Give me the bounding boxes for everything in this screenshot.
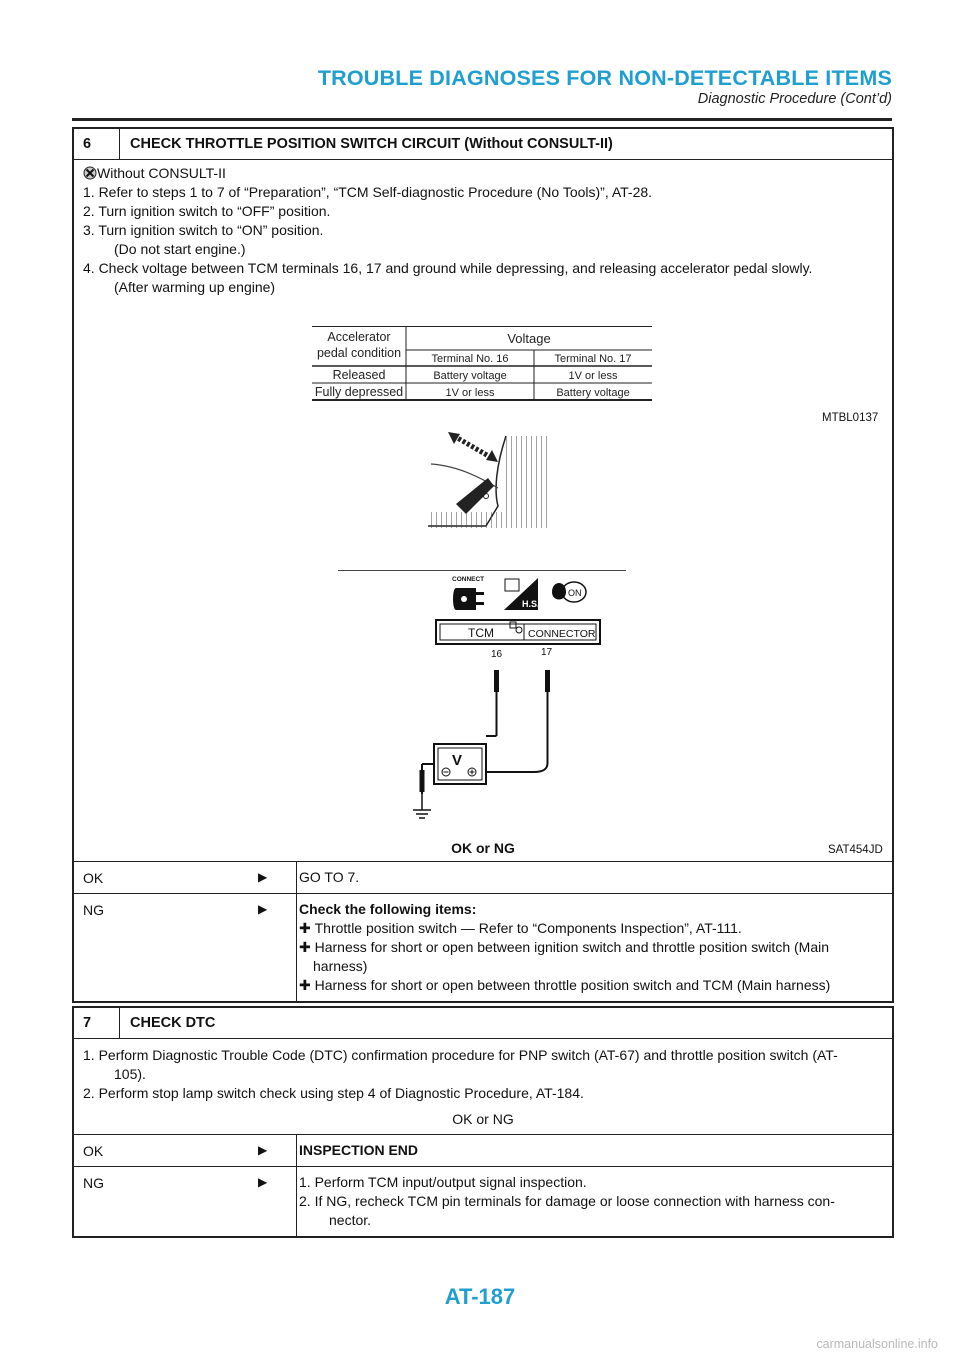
page-number: AT-187 [444,1284,516,1309]
plus-bullet-icon: ✚ [299,920,315,936]
accelerator-pedal-illustration [426,426,551,530]
page-title: TROUBLE DIAGNOSES FOR NON-DETECTABLE ITEMS [317,66,892,90]
ng-label: NG [83,1175,104,1191]
table-row1-t17: 1V or less [568,370,618,382]
step-6-title-row [74,129,892,160]
step-line-4: 4. Check voltage between TCM terminals 16, 17 and ground while depressing, and releasing accelerator pedal slowly. [83,260,813,276]
step-7-line-1-cont: 105). [114,1066,146,1082]
hot-engine-icon [502,576,540,612]
hs-label: H.S. [522,599,540,609]
arrow-right-icon: ▶ [258,870,268,884]
meter-label: V [452,752,463,769]
terminal-16-label: 16 [491,649,503,660]
step-6-ok-row [74,862,892,894]
ng-item: ✚ Harness for short or open between ignition switch and throttle position switch (Main [299,939,829,955]
table-subheader-t17: Terminal No. 17 [554,353,632,365]
table-col1-header-1: Accelerator [327,330,391,344]
voltage-table [312,326,656,404]
header-rule [72,118,892,121]
step-number: 6 [74,129,120,159]
ng-action [296,894,892,1001]
on-label: ON [568,588,582,598]
table-col1-header-2: pedal condition [316,346,402,360]
step-7-line-1: 1. Perform Diagnostic Trouble Code (DTC) confirmation procedure for PNP switch (AT-67) and throttle position switch (AT- [83,1047,838,1063]
table-row1-t16: Battery voltage [433,370,507,382]
table-row2-t16: 1V or less [445,387,495,399]
step-7-ok-row [74,1135,892,1167]
plus-bullet-icon: ✚ [299,939,315,955]
ok-label: OK [83,870,104,886]
step-6-ng-row [74,894,892,1001]
ng-line-1: 1. Perform TCM input/output signal inspection. [299,1174,587,1190]
step-line-3-note: (Do not start engine.) [114,241,246,257]
table-subheader-t16: Terminal No. 16 [431,353,509,365]
connector-label: CONNECTOR [528,628,596,640]
ok-label: OK [83,1143,104,1159]
ng-item: ✚ Throttle position switch — Refer to “Components Inspection”, AT-111. [299,920,742,936]
step-6-block [72,127,894,1003]
terminal-17-label: 17 [541,647,553,658]
arrow-right-icon: ▶ [258,1143,268,1157]
step-7-title-row [74,1008,892,1039]
connect-icon [450,574,492,614]
ng-line-2: 2. If NG, recheck TCM pin terminals for damage or loose connection with harness con- [299,1193,835,1209]
ok-action: INSPECTION END [296,1135,892,1166]
arrow-right-icon: ▶ [258,902,268,916]
table-row2-condition: Fully depressed [314,385,404,399]
ng-action [296,1167,892,1236]
tcm-wiring-diagram [374,618,614,826]
mode-label: Without CONSULT-II [97,165,226,181]
page-header [72,66,892,108]
ok-ng-label: OK or NG [452,1111,514,1127]
step-7-ng-row [74,1167,892,1236]
plus-bullet-icon: ✚ [299,977,315,993]
ok-ng-label: OK or NG [451,840,515,856]
step-7-line-2: 2. Perform stop lamp switch check using step 4 of Diagnostic Procedure, AT-184. [83,1085,584,1101]
step-6-instructions [74,160,892,301]
step-line-1: 1. Refer to steps 1 to 7 of “Preparation”, “TCM Self-diagnostic Procedure (No Tools)”, AT-28. [83,184,653,200]
page-subtitle: Diagnostic Procedure (Cont’d) [697,91,892,107]
step-7-block [72,1006,894,1238]
table-voltage-header: Voltage [507,331,551,346]
step-7-body [74,1039,892,1135]
watermark: carmanualsonline.info [816,1337,938,1351]
step-title: CHECK THROTTLE POSITION SWITCH CIRCUIT (Without CONSULT-II) [130,136,613,152]
ng-label: NG [83,902,104,918]
step-number: 7 [74,1008,120,1038]
ng-line-2-cont: nector. [329,1212,372,1228]
step-title: CHECK DTC [130,1015,216,1031]
tcm-label: TCM [468,626,494,640]
arrow-right-icon: ▶ [258,1175,268,1189]
step-6-body [74,160,892,862]
no-tools-icon [83,166,97,180]
figure-separator [338,570,626,571]
ng-item: ✚ Harness for short or open between throttle position switch and TCM (Main harness) [299,977,831,993]
ng-heading: Check the following items: [299,901,477,917]
step-line-3: 3. Turn ignition switch to “ON” position. [83,222,324,238]
table-row1-condition: Released [332,368,386,382]
table-row2-t17: Battery voltage [556,387,630,399]
step-line-4-note: (After warming up engine) [114,279,276,295]
diagram-figure-code: SAT454JD [828,844,883,856]
connect-label: CONNECT [452,576,485,583]
ignition-key-on-icon [548,576,588,608]
step-line-2: 2. Turn ignition switch to “OFF” position. [83,203,331,219]
table-figure-code: MTBL0137 [822,412,879,424]
ng-item-continuation: harness) [313,958,368,974]
ok-action: GO TO 7. [296,862,892,893]
